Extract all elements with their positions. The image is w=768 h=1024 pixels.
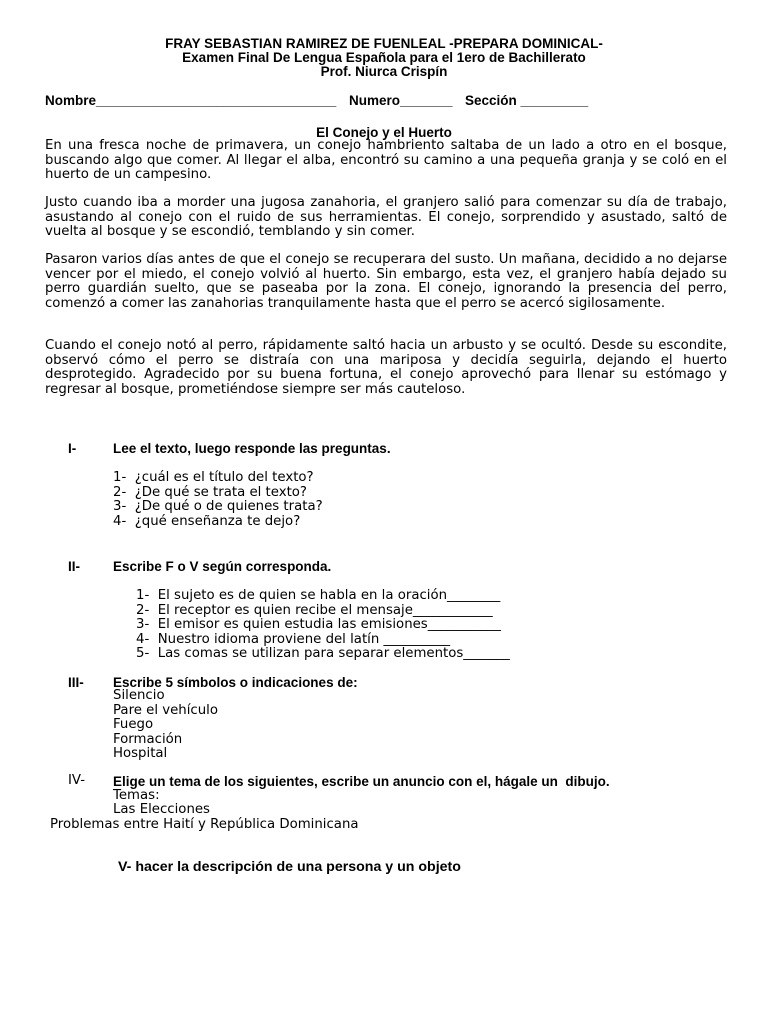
section-5-title: V- hacer la descripción de una persona y un objeto: [118, 859, 461, 875]
section-2-statements: [136, 589, 510, 662]
section-3-items: [113, 689, 218, 762]
list-item: 4- ¿qué enseñanza te dejo?: [113, 513, 301, 529]
story-paragraph-2: Justo cuando iba a morder una jugosa zanahoria, el granjero salió para comenzar su día de trabajo, asustando al conejo con el ruido de sus herramientas. El conejo, sorprendido y asustado, saltó de vuelta al bosque y se escondió, temblando y sin comer.: [45, 195, 727, 240]
header-line-2: Examen Final De Lengua Española para el 1ero de Bachillerato: [182, 50, 586, 65]
list-item: 1- ¿cuál es el título del texto?: [113, 470, 314, 485]
section-3-title: Escribe 5 símbolos o indicaciones de:: [113, 675, 358, 690]
nombre-field: Nombre________________________________: [45, 93, 337, 108]
header-line-1: FRAY SEBASTIAN RAMIREZ DE FUENLEAL -PREPARA DOMINICAL-: [165, 36, 603, 51]
section-1-title: Lee el texto, luego responde las preguntas.: [113, 441, 391, 456]
story-paragraph-1: En una fresca noche de primavera, un conejo hambriento saltaba de un lado a otro en el bosque, buscando algo que comer. Al llegar el alba, encontró su camino a una pequeña granja y se coló en el huerto de un campesino.: [45, 138, 727, 183]
list-item: Hospital: [113, 746, 168, 762]
tema-1: Las Elecciones: [113, 802, 210, 817]
list-item: 4- Nuestro idioma proviene del latín __________: [136, 631, 450, 647]
header-line-3: Prof. Niurca Crispín: [320, 64, 448, 79]
list-item: 1- El sujeto es de quien se habla en la oración________: [136, 588, 501, 603]
section-4-number: IV-: [68, 773, 86, 788]
section-2-title: Escribe F o V según corresponda.: [113, 559, 332, 574]
section-1-number: I-: [68, 441, 77, 456]
story-paragraph-3: Pasaron varios días antes de que el conejo se recuperara del susto. Un mañana, decidido a no dejarse vencer por el miedo, el conejo volvió al huerto. Sin embargo, esta vez, el granjero había dejado su perro guardián suelto, que se paseaba por la zona. El conejo, ignorando la presencia del perro, comenzó a comer las zanahorias tranquilamente hasta que el perro se acercó sigilosamente.: [45, 252, 727, 311]
section-3-number: III-: [68, 675, 84, 690]
list-item: 5- Las comas se utilizan para separar elementos_______: [136, 646, 510, 662]
tema-2: Problemas entre Haití y República Dominicana: [50, 817, 359, 832]
story-title: El Conejo y el Huerto: [316, 125, 452, 140]
list-item: 3- ¿De qué o de quienes trata?: [113, 499, 323, 515]
seccion-field: Sección _________: [465, 93, 589, 108]
section-2-number: II-: [68, 559, 80, 574]
numero-field: Numero_______: [349, 93, 453, 108]
section-4-title: Elige un tema de los siguientes, escribe un anuncio con el, hágale un dibujo.: [113, 774, 610, 789]
section-1-questions: [113, 471, 323, 529]
list-item: Formación: [113, 731, 183, 747]
list-item: Fuego: [113, 717, 154, 733]
list-item: 2- El receptor es quien recibe el mensaje____________: [136, 602, 493, 618]
list-item: Silencio: [113, 688, 165, 703]
list-item: 2- ¿De qué se trata el texto?: [113, 484, 307, 500]
temas-label: Temas:: [113, 788, 160, 803]
story-paragraph-4: Cuando el conejo notó al perro, rápidamente saltó hacia un arbusto y se ocultó. Desde su escondite, observó cómo el perro se distraía con una mariposa y decidía seguirla, dejando el huerto desprotegido. Agradecido por su buena fortuna, el conejo aprovechó para llenar su estómago y regresar al bosque, prometiéndose siempre ser más cauteloso.: [45, 338, 727, 397]
list-item: Pare el vehículo: [113, 702, 218, 718]
list-item: 3- El emisor es quien estudia las emisiones___________: [136, 617, 501, 633]
